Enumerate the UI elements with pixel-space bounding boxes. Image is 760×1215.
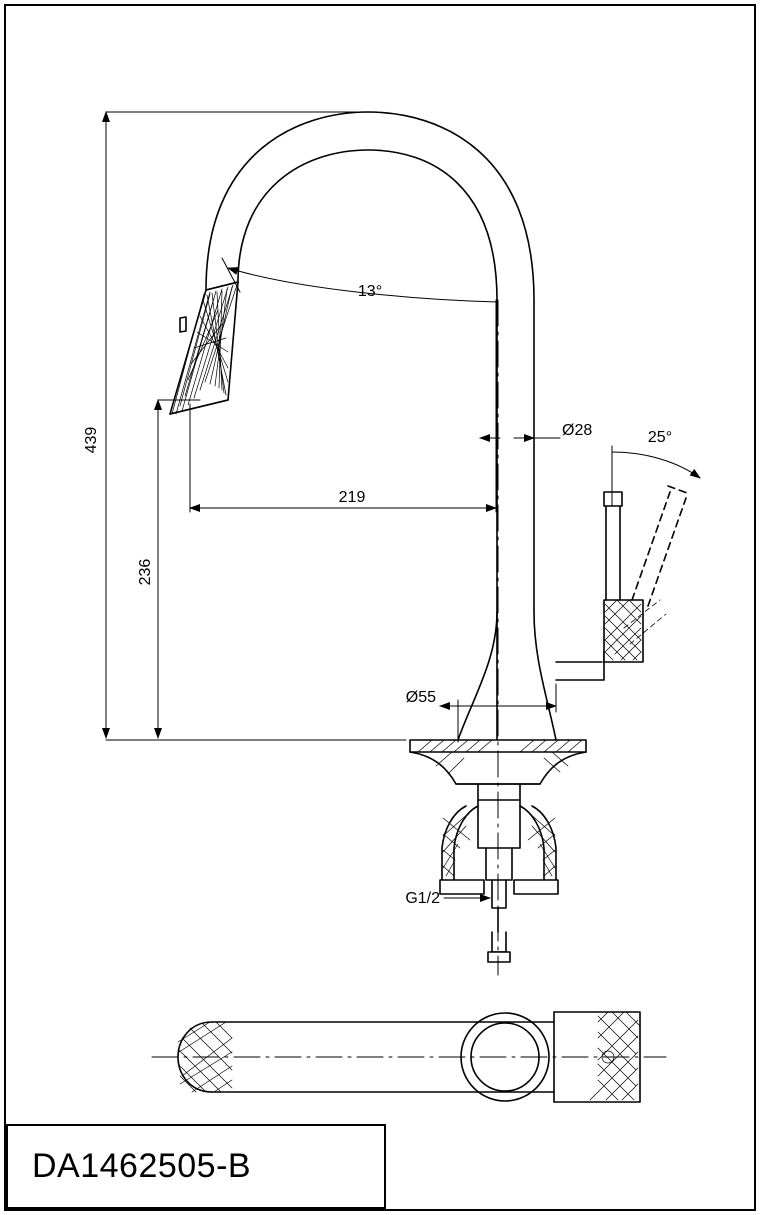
- spout-lower-body: [458, 612, 556, 740]
- mounting-shank: [478, 784, 520, 962]
- dimension-spout-reach: [190, 300, 496, 512]
- spray-head-button: [180, 317, 186, 332]
- handle-raised-position: [632, 486, 690, 606]
- dimension-label-spout-height: 236: [137, 558, 154, 586]
- dimension-label-base-diameter: Ø55: [405, 689, 436, 706]
- dimension-spout-height: [158, 400, 200, 738]
- handle-assembly: [556, 492, 643, 680]
- top-view-handle-knurling: [590, 1012, 640, 1100]
- dimension-handle-angle: [612, 446, 700, 506]
- drawing-title: DA1462505-B: [32, 1147, 252, 1185]
- dimension-label-spout-reach: 219: [338, 489, 366, 506]
- dimension-label-overall-height: 439: [83, 426, 100, 454]
- title-block: [6, 1124, 386, 1209]
- spout-outer-curve: [206, 112, 534, 612]
- dimension-label-tube-diameter: Ø28: [562, 422, 593, 439]
- spout-inner-curve: [238, 150, 497, 740]
- supply-hose-braid: [443, 812, 555, 876]
- dimension-overall-height: [106, 112, 406, 740]
- dimension-label-handle-angle: 25°: [647, 429, 673, 446]
- dimension-label-inlet-thread: G1/2: [405, 890, 440, 907]
- dimension-label-spray-angle: 13°: [357, 283, 383, 300]
